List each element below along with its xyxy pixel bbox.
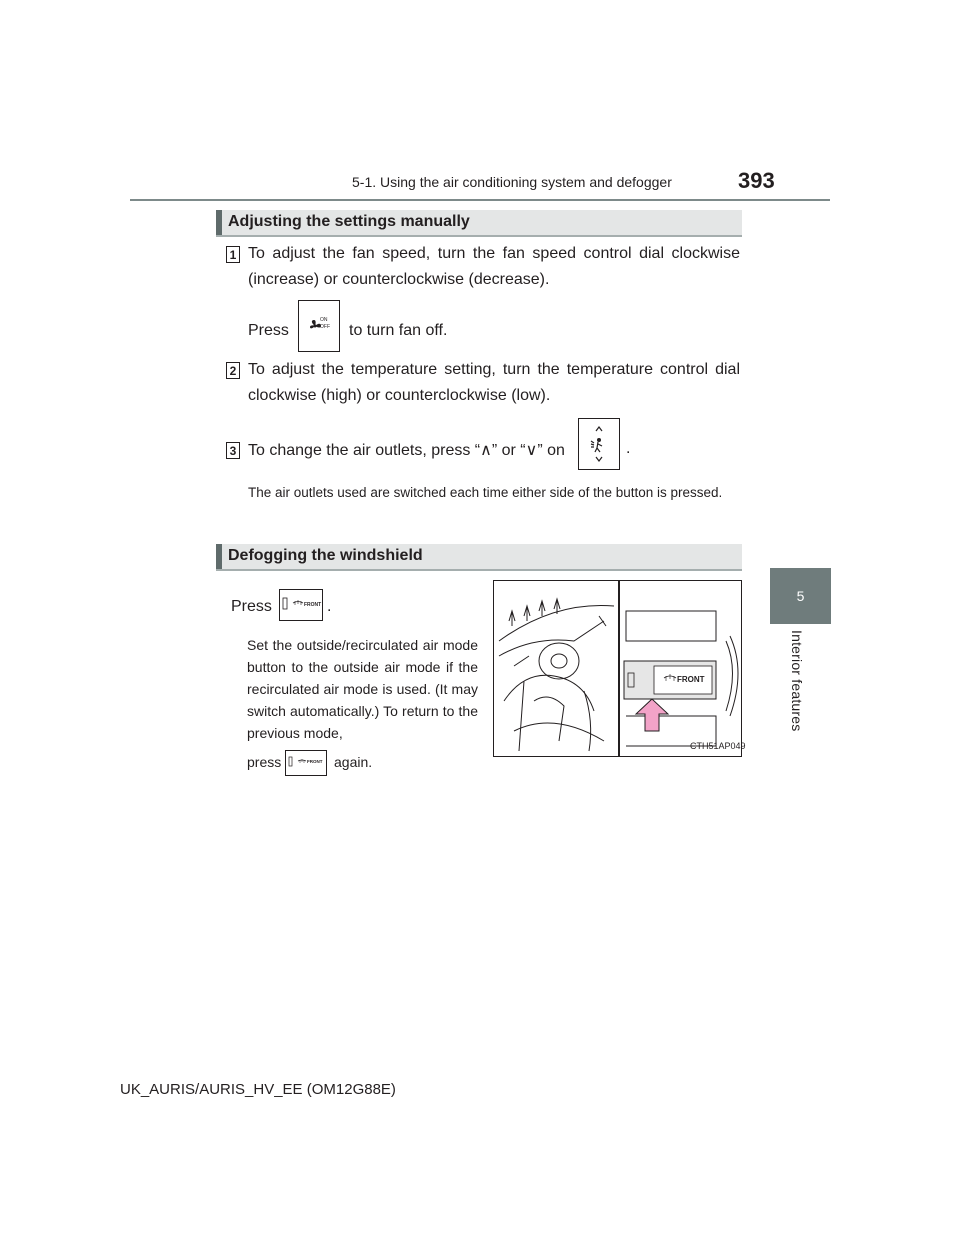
fan-icon bbox=[299, 301, 339, 351]
defog-press-label: Press bbox=[231, 598, 272, 615]
step-2-text: To adjust the temperature setting, turn the temperature control dial clockwise (high) or counterclockwise (low). bbox=[248, 361, 740, 404]
step-3-text: To change the air outlets, press “∧” or “∨” on bbox=[248, 442, 565, 459]
svg-text:ON: ON bbox=[320, 317, 328, 323]
section-heading-text: Adjusting the settings manually bbox=[228, 213, 470, 230]
defog-press-after: . bbox=[327, 598, 332, 615]
chapter-tab-label: Interior features bbox=[789, 630, 805, 732]
step-number-2: 2 bbox=[226, 362, 240, 379]
section-heading-manual bbox=[216, 210, 742, 237]
header-rule bbox=[130, 199, 830, 201]
dashboard-drawing bbox=[494, 581, 741, 756]
front-defogger-icon bbox=[286, 751, 326, 775]
step-1-press-after: to turn fan off. bbox=[349, 322, 448, 339]
svg-text:FRONT: FRONT bbox=[307, 759, 323, 764]
defog-description: Set the outside/recirculated air mode button to the outside air mode if the recirculated air mode is used. (It may switch automatically.) To return to the previous mode, bbox=[247, 637, 478, 741]
document-code: UK_AURIS/AURIS_HV_EE (OM12G88E) bbox=[120, 1081, 396, 1098]
step-number-3: 3 bbox=[226, 442, 240, 459]
section-heading-defog bbox=[216, 544, 742, 571]
svg-text:FRONT: FRONT bbox=[304, 602, 322, 608]
air-outlet-icon bbox=[579, 419, 619, 469]
image-code: CTH51AP049 bbox=[690, 741, 746, 751]
step-3-text-after: . bbox=[626, 440, 631, 457]
front-defogger-button-image-small bbox=[285, 750, 327, 776]
running-header-title: 5-1. Using the air conditioning system and defogger bbox=[352, 174, 672, 190]
chapter-tab-number: 5 bbox=[770, 568, 831, 624]
air-outlet-button-image bbox=[578, 418, 620, 470]
section-heading-text: Defogging the windshield bbox=[228, 547, 423, 564]
svg-text:FRONT: FRONT bbox=[677, 675, 705, 684]
front-defogger-button-image bbox=[279, 589, 323, 621]
front-defogger-icon bbox=[280, 590, 322, 620]
svg-text:OFF: OFF bbox=[320, 324, 330, 330]
page-number: 393 bbox=[738, 168, 775, 193]
step-number-1: 1 bbox=[226, 246, 240, 263]
step-3-note: The air outlets used are switched each time either side of the button is pressed. bbox=[248, 485, 723, 500]
dashboard-illustration bbox=[493, 580, 742, 757]
defog-press-again-label: press bbox=[247, 754, 282, 770]
defog-press-again-after: again. bbox=[334, 754, 373, 770]
step-1-press-label: Press bbox=[248, 322, 289, 339]
step-1-text: To adjust the fan speed, turn the fan speed control dial clockwise (increase) or counterclockwise (decrease). bbox=[248, 245, 740, 288]
fan-off-button-image bbox=[298, 300, 340, 352]
